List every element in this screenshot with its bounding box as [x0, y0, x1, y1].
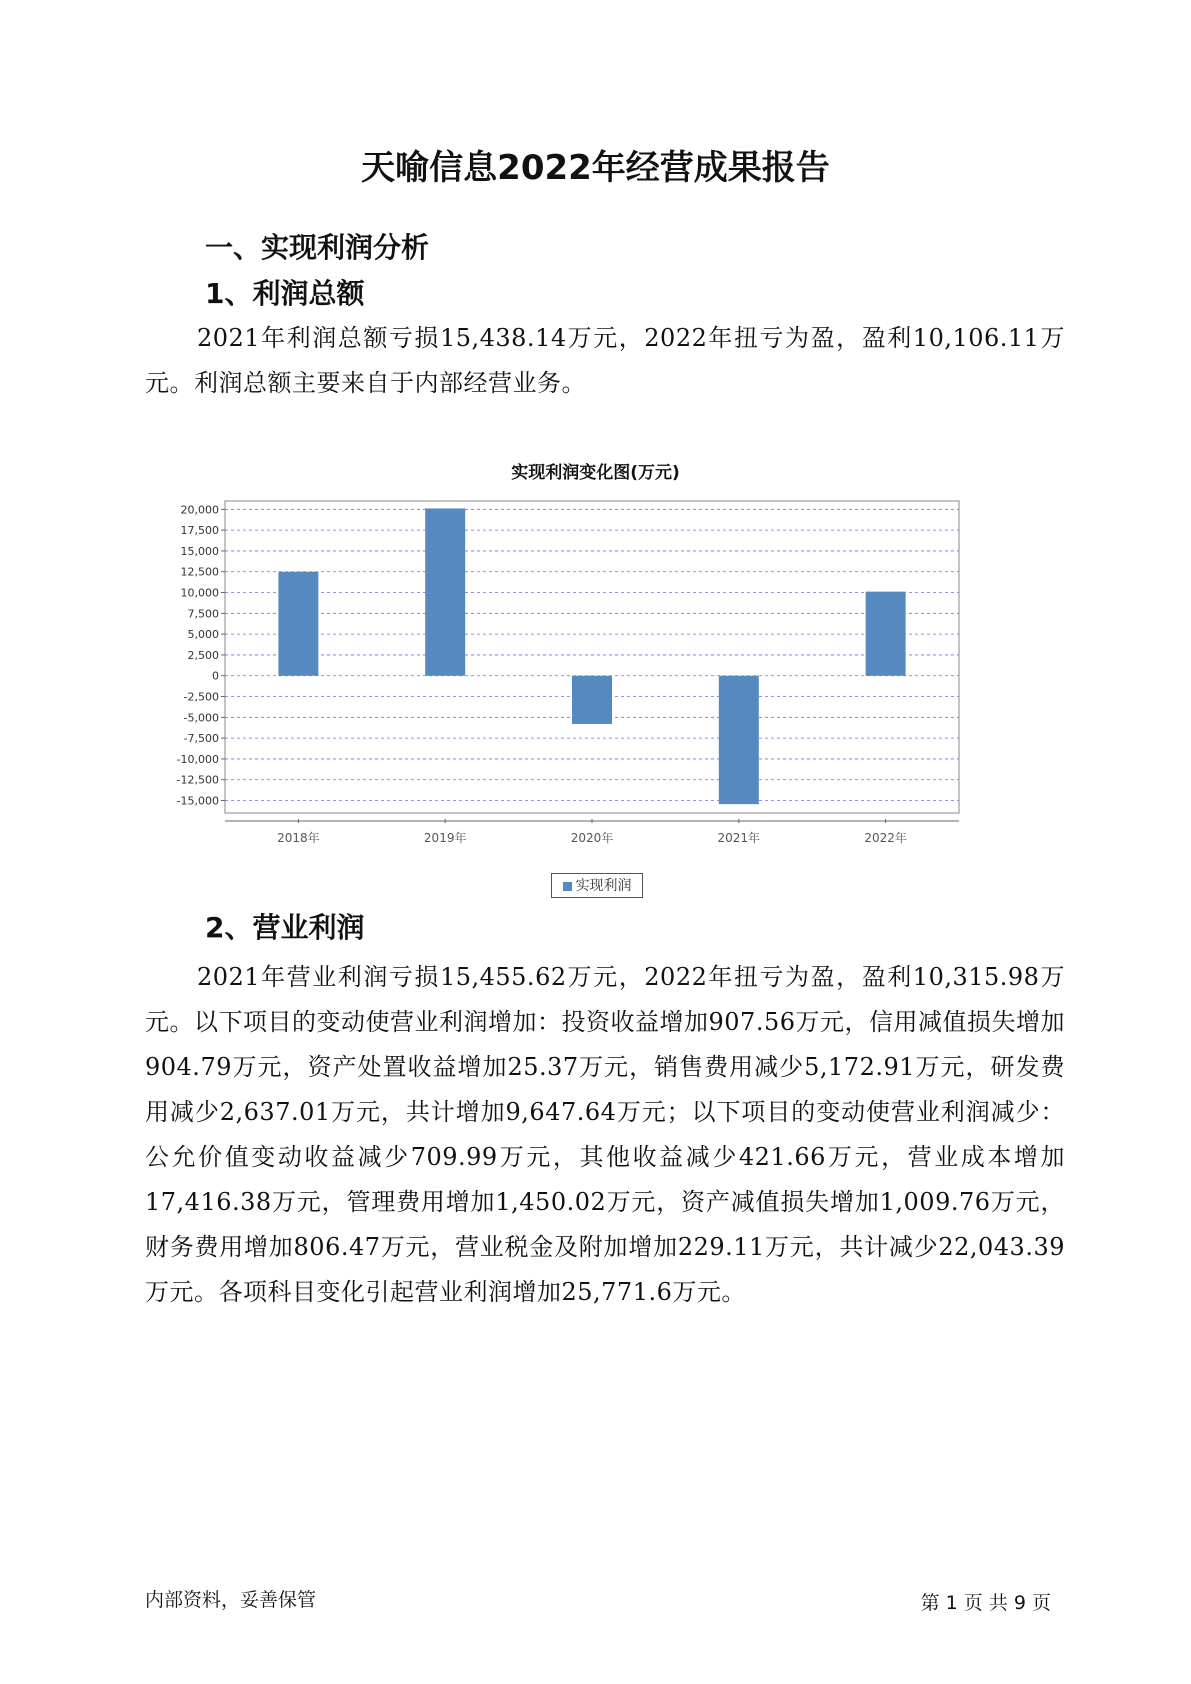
footer-note: 内部资料，妥善保管: [145, 1589, 317, 1611]
x-tick-label: 2019年: [423, 831, 467, 845]
bar: [866, 592, 906, 676]
y-tick-label: 5,000: [187, 628, 219, 642]
x-tick-label: 2021年: [717, 831, 761, 845]
bar: [278, 572, 318, 676]
y-tick-label: 12,500: [180, 565, 219, 579]
x-tick-label: 2020年: [570, 831, 614, 845]
subsection-heading-2: 2、营业利润: [205, 911, 365, 944]
legend-swatch: [563, 882, 572, 891]
y-tick-label: -15,000: [176, 794, 219, 808]
y-tick-label: 20,000: [180, 503, 219, 517]
y-tick-label: 10,000: [180, 586, 219, 600]
y-tick-label: -7,500: [183, 732, 219, 746]
y-tick-label: -2,500: [183, 690, 219, 704]
plot-area: [225, 501, 959, 813]
page-title: 天喻信息2022年经营成果报告: [361, 148, 830, 188]
y-tick-label: 0: [212, 669, 219, 683]
bar: [425, 508, 465, 675]
chart-legend: [551, 873, 643, 898]
bar: [719, 676, 759, 804]
legend-label: 实现利润: [575, 878, 632, 894]
profit-bar-chart: [165, 490, 1015, 870]
x-tick-label: 2022年: [864, 831, 907, 845]
y-tick-label: 17,500: [180, 524, 219, 538]
y-tick-label: 2,500: [187, 648, 219, 662]
y-tick-label: -12,500: [176, 773, 219, 787]
y-tick-label: -10,000: [176, 752, 219, 766]
chart-title: 实现利润变化图(万元): [511, 463, 680, 483]
page-number: 第 1 页 共 9 页: [920, 1592, 1051, 1614]
y-tick-label: 7,500: [187, 607, 219, 621]
y-tick-label: -5,000: [183, 711, 219, 725]
section-heading: 一、实现利润分析: [205, 231, 430, 264]
paragraph-profit-total: 2021年利润总额亏损15,438.14万元，2022年扭亏为盈，盈利10,106.11万元。利润总额主要来自于内部经营业务。: [145, 324, 1065, 397]
paragraph-operating-profit: 2021年营业利润亏损15,455.62万元，2022年扭亏为盈，盈利10,315.98万元。以下项目的变动使营业利润增加：投资收益增加907.56万元，信用减值损失增加904.79万元，资产处置收益增加25.37万元，销售费用减少5,172.91万元，研发费用减少2,637.01万元，共计增加9,647.64万元；以下项目的变动使营业利润减少：公允价值变动收益减少709.99万元，其他收益减少421.66万元，营业成本增加17,416.38万元，管理费用增加1,450.02万元，资产减值损失增加1,009.76万元，财务费用增加806.47万元，营业税金及附加增加229.11万元，共计减少22,043.39万元。各项科目变化引起营业利润增加25,771.6万元。: [145, 963, 1065, 1306]
subsection-heading-1: 1、利润总额: [205, 277, 365, 310]
y-tick-label: 15,000: [180, 544, 219, 558]
bar: [572, 676, 612, 724]
x-tick-label: 2018年: [277, 831, 320, 845]
